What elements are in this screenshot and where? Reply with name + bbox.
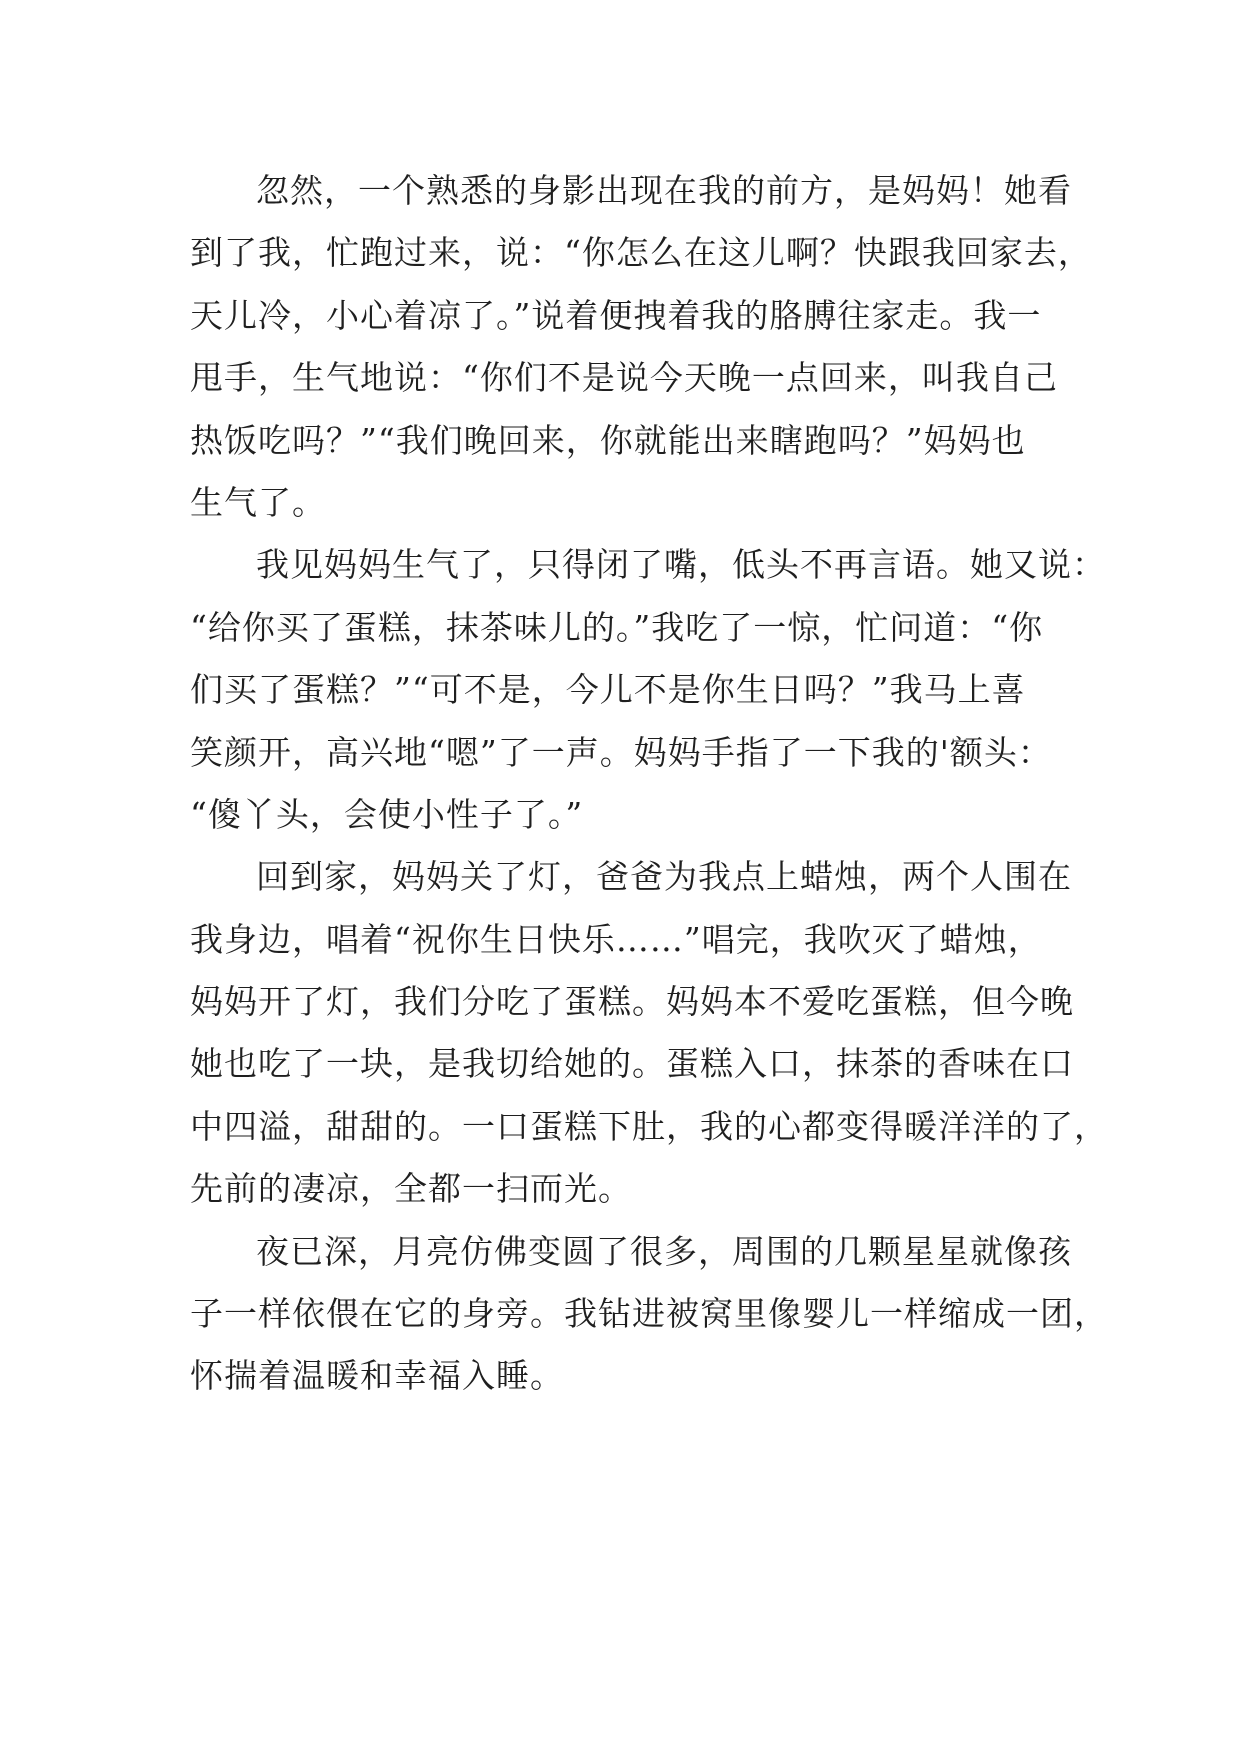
paragraph-3-line-1: 回到家，妈妈关了灯，爸爸为我点上蜡烛，两个人围在 [256, 857, 1072, 897]
paragraph-2-line-5: “傻丫头，会使小性子了。” [190, 794, 584, 834]
paragraph-2-line-2: “给你买了蛋糕，抹茶味儿的。”我吃了一惊，忙问道：“你 [190, 607, 1044, 647]
paragraph-2-line-1: 我见妈妈生气了，只得闭了嘴，低头不再言语。她又说： [256, 545, 1106, 585]
paragraph-4-line-1: 夜已深，月亮仿佛变圆了很多，周围的几颗星星就像孩 [256, 1231, 1072, 1271]
paragraph-3-line-6: 先前的凄凉，全都一扫而光。 [190, 1169, 632, 1209]
paragraph-3-line-3: 妈妈开了灯，我们分吃了蛋糕。妈妈本不爱吃蛋糕，但今晚 [190, 982, 1074, 1022]
paragraph-1-line-5: 热饭吃吗？”“我们晚回来，你就能出来瞎跑吗？”妈妈也 [190, 420, 1026, 460]
paragraph-1-line-2: 到了我，忙跑过来，说：“你怎么在这儿啊？快跟我回家去， [190, 233, 1092, 273]
paragraph-1-line-1: 忽然，一个熟悉的身影出现在我的前方，是妈妈！她看 [256, 171, 1072, 210]
paragraph-1-line-4: 甩手，生气地说：“你们不是说今天晚一点回来，叫我自己 [190, 358, 1058, 398]
paragraph-3-line-5: 中四溢，甜甜的。一口蛋糕下肚，我的心都变得暖洋洋的了， [190, 1106, 1108, 1146]
paragraph-4-line-3: 怀揣着温暖和幸福入睡。 [190, 1356, 564, 1396]
paragraph-3-line-4: 她也吃了一块，是我切给她的。蛋糕入口，抹茶的香味在口 [190, 1044, 1074, 1084]
paragraph-3-line-2: 我身边，唱着“祝你生日快乐……”唱完，我吹灭了蜡烛， [190, 919, 1042, 959]
paragraph-1-line-3: 天儿冷，小心着凉了。”说着便拽着我的胳膊往家走。我一 [190, 295, 1042, 335]
paragraph-4-line-2: 子一样依偎在它的身旁。我钻进被窝里像婴儿一样缩成一团， [190, 1294, 1108, 1334]
article-body [190, 160, 1108, 1408]
paragraph-2-line-3: 们买了蛋糕？”“可不是，今儿不是你生日吗？”我马上喜 [190, 670, 1026, 710]
paragraph-1-line-6: 生气了。 [190, 482, 326, 522]
paragraph-2-line-4: 笑颜开，高兴地“嗯”了一声。妈妈手指了一下我的'额头： [190, 732, 1052, 772]
